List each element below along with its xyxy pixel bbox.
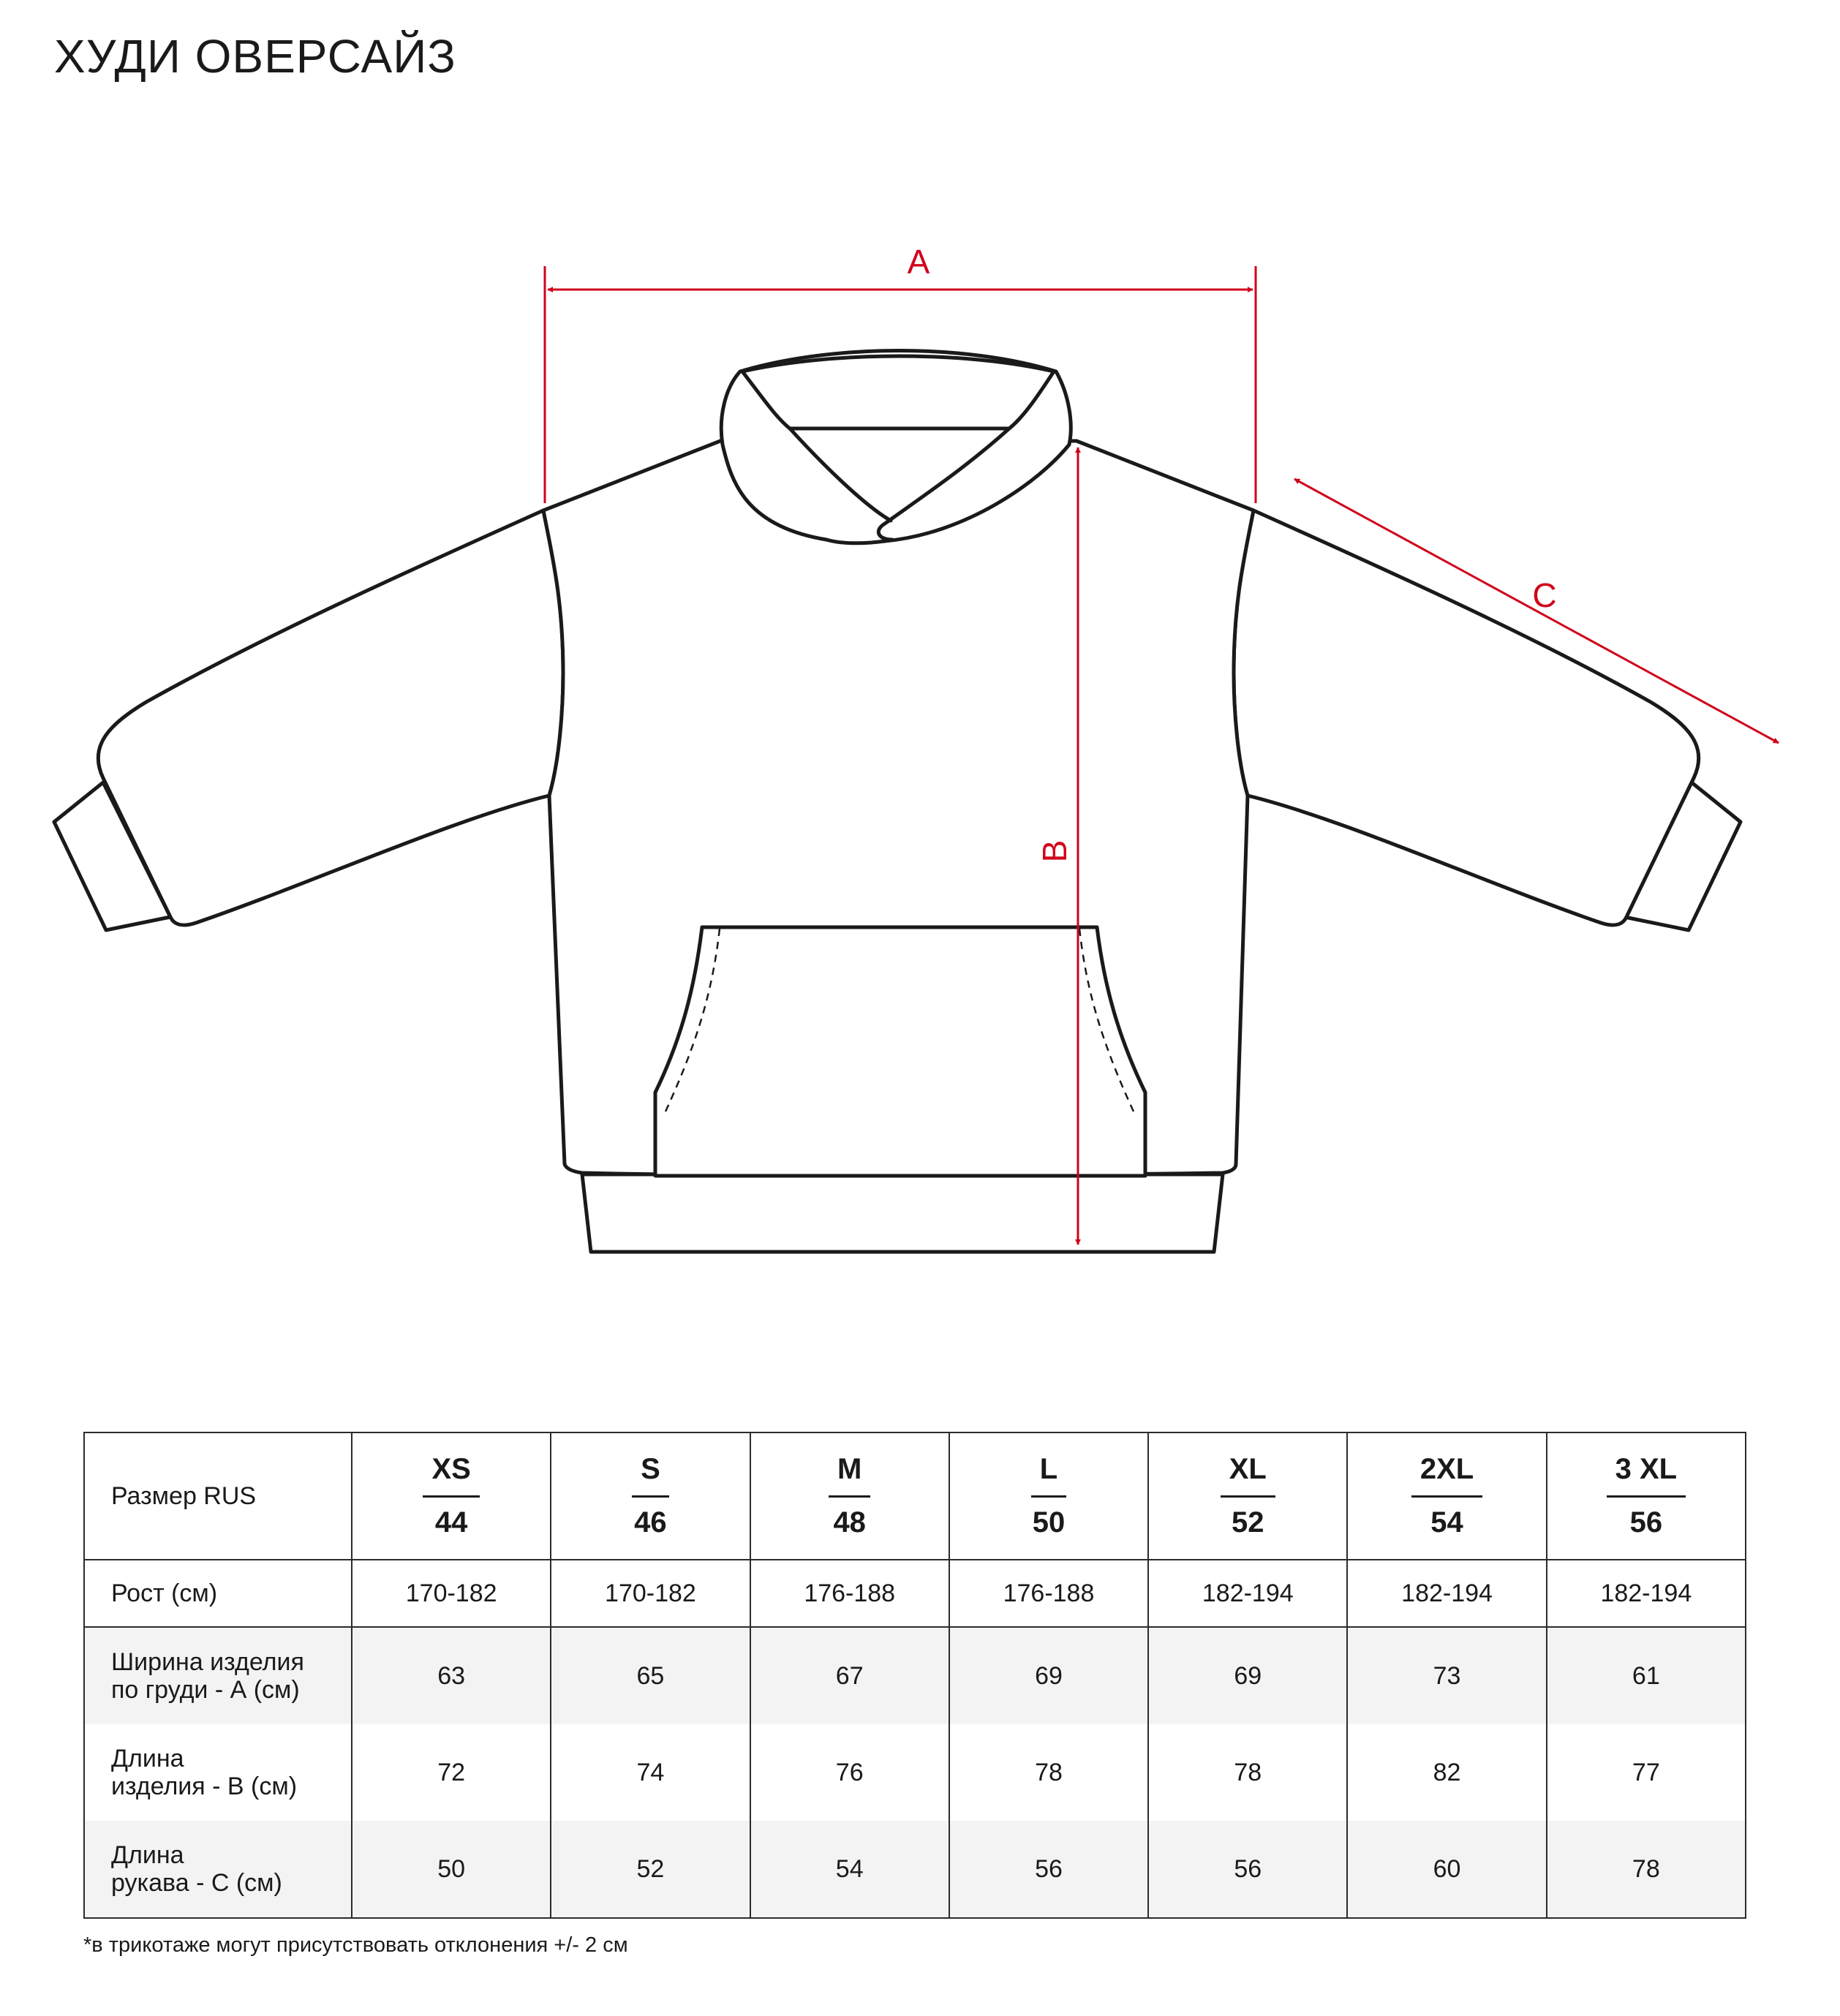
size-intl: S — [632, 1454, 669, 1498]
table-cell: 170-182 — [551, 1560, 750, 1627]
size-intl: M — [829, 1454, 870, 1498]
row-label-line1: Длина — [111, 1744, 184, 1773]
table-cell: 182-194 — [1547, 1560, 1746, 1627]
table-cell: 65 — [551, 1627, 750, 1724]
size-intl: XL — [1221, 1454, 1275, 1498]
size-col-l — [949, 1432, 1148, 1560]
table-cell: 63 — [352, 1627, 551, 1724]
footnote: *в трикотаже могут присутствовать отклонения +/- 2 см — [83, 1933, 628, 1957]
size-rus: 56 — [1629, 1506, 1663, 1539]
row-label-line2: по груди - А (см) — [111, 1676, 300, 1704]
hoodie-waistband — [582, 1174, 1223, 1252]
size-col-xl — [1148, 1432, 1347, 1560]
table-cell: 182-194 — [1148, 1560, 1347, 1627]
size-col-2xl — [1347, 1432, 1546, 1560]
table-cell: 56 — [1148, 1821, 1347, 1918]
table-cell: 182-194 — [1347, 1560, 1546, 1627]
table-cell: 73 — [1347, 1627, 1546, 1724]
size-col-s — [551, 1432, 750, 1560]
table-cell: 52 — [551, 1821, 750, 1918]
row-label — [84, 1627, 352, 1724]
table-cell: 69 — [949, 1627, 1148, 1724]
dim-label-a: A — [907, 243, 930, 281]
table-cell: 76 — [750, 1724, 949, 1821]
size-intl: XS — [423, 1454, 479, 1498]
table-cell: 72 — [352, 1724, 551, 1821]
table-cell: 56 — [949, 1821, 1148, 1918]
table-row-height — [84, 1560, 1746, 1627]
kangaroo-pocket — [655, 927, 1145, 1176]
table-cell: 77 — [1547, 1724, 1746, 1821]
size-header-label: Размер RUS — [84, 1432, 352, 1560]
table-row-chest-width — [84, 1627, 1746, 1724]
table-cell: 74 — [551, 1724, 750, 1821]
row-label — [84, 1724, 352, 1821]
row-label: Рост (см) — [84, 1560, 352, 1627]
size-rus: 44 — [434, 1506, 468, 1539]
table-row-sleeve-length — [84, 1821, 1746, 1918]
table-cell: 170-182 — [352, 1560, 551, 1627]
table-cell: 82 — [1347, 1724, 1546, 1821]
row-label — [84, 1821, 352, 1918]
table-row-length — [84, 1724, 1746, 1821]
size-intl: 2XL — [1411, 1454, 1482, 1498]
dim-label-c: C — [1532, 576, 1557, 614]
hood-opening — [742, 356, 1054, 429]
row-label-line1: Ширина изделия — [111, 1647, 304, 1676]
table-cell: 78 — [949, 1724, 1148, 1821]
row-label-line2: изделия - В (см) — [111, 1773, 298, 1800]
table-cell: 50 — [352, 1821, 551, 1918]
table-cell: 176-188 — [949, 1560, 1148, 1627]
size-col-m — [750, 1432, 949, 1560]
size-intl: L — [1031, 1454, 1066, 1498]
left-sleeve — [98, 510, 563, 925]
row-label-line1: Длина — [111, 1841, 184, 1869]
page-title: ХУДИ ОВЕРСАЙЗ — [54, 30, 456, 83]
size-col-xs — [352, 1432, 551, 1560]
size-table — [83, 1432, 1746, 1919]
table-cell: 60 — [1347, 1821, 1546, 1918]
table-cell: 78 — [1547, 1821, 1746, 1918]
table-cell: 67 — [750, 1627, 949, 1724]
table-cell: 54 — [750, 1821, 949, 1918]
size-intl: 3 XL — [1607, 1454, 1686, 1498]
size-rus: 54 — [1430, 1506, 1463, 1539]
table-cell: 78 — [1148, 1724, 1347, 1821]
size-rus: 52 — [1232, 1506, 1264, 1539]
size-col-3xl — [1547, 1432, 1746, 1560]
table-cell: 176-188 — [750, 1560, 949, 1627]
size-rus: 50 — [1032, 1506, 1066, 1539]
table-cell: 61 — [1547, 1627, 1746, 1724]
size-rus: 46 — [634, 1506, 667, 1539]
table-cell: 69 — [1148, 1627, 1347, 1724]
size-header-row — [84, 1432, 1746, 1560]
dim-label-b: B — [1036, 839, 1074, 863]
size-rus: 48 — [833, 1506, 866, 1539]
row-label-line2: рукава - С (см) — [111, 1869, 282, 1897]
